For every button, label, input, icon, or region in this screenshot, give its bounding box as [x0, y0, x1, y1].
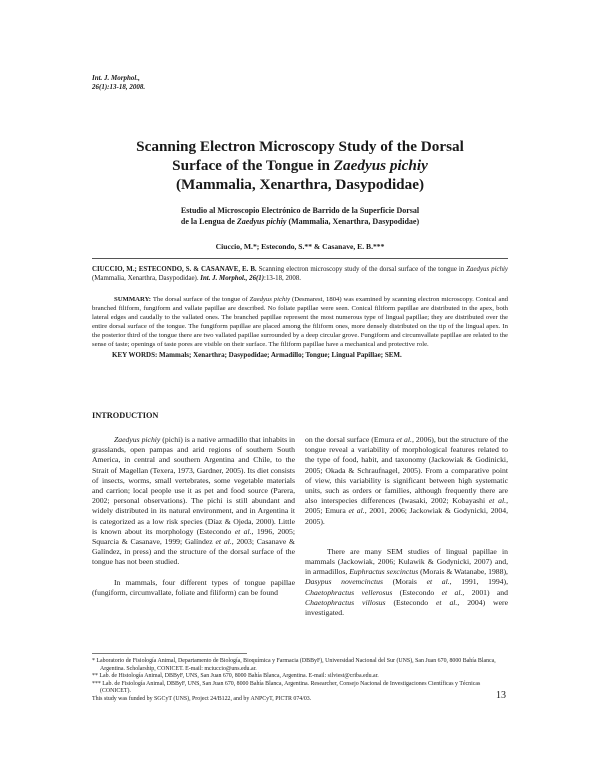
title-line-2 [80, 156, 520, 175]
title-line-1: Scanning Electron Microscopy Study of the Dorsal [136, 138, 464, 155]
citation-species: Zaedyus pichiy [466, 266, 508, 273]
page-number: 13 [496, 690, 506, 701]
left-column [92, 435, 295, 598]
header-divider [92, 258, 508, 259]
text: , 2003; Casanave & Galíndez, in press) and the structure of the dorsal surface of the tongue has not been studied. [92, 537, 296, 567]
footnote: *** Lab. de Fisiología Animal, DBByF, UNS, San Juan 670, 8000 Bahía Blanca, Argentina. Researcher, Consejo Nacional de Investigaciones Científicas y Técnicas (CONICET). [92, 680, 481, 695]
text: , 1996, 2005; Squarcia & Casanave, 1999; Galíndez [92, 526, 295, 547]
footnote: ** Lab. de Histología Animal, DBByF, UNS, San Juan 670, 8000 Bahía Blanca, Argentina. E-mail: silviest@criba.edu.ar. [92, 673, 379, 680]
citation-journal: Int. J. Morphol., 26(1) [200, 275, 265, 282]
paragraph [305, 435, 508, 527]
journal-volume: 26(1):13-18, 2008. [92, 83, 146, 91]
title-line-3: (Mammalia, Xenarthra, Dasypodidae) [175, 176, 425, 193]
journal-reference [92, 74, 145, 92]
paper-title [80, 137, 520, 194]
summary-text-2: (Desmarest, 1804) was examined by scanning electron microscopy. Conical and branched filiform, fungiform and vallate papillae are described. No foliate papillae were seen. Conical filiform papillae are distributed in the apex, both lateral edges and caudally to the vallated ones. The branched papillae represent the most numerous type of lingual papillae; they are distributed over the entire dorsal surface of the tongue. The fungiform papillae are placed among the filiform ones, more densely distributed on the tip of the lingual apex. In the posterior third of the tongue there are two vallated papillae surrounded by a deep circular grove. Fungiform and circumvallate papillae are related to the sense of taste; openings of taste pores are visible on their surface. The filiform papillae have a mechanical and protective role. [92, 296, 509, 348]
text: (Estecondo [385, 597, 436, 607]
summary-block [92, 296, 508, 349]
et-al: et al. [234, 526, 252, 536]
et-al: et al. [441, 587, 463, 597]
subtitle-text: de la Lengua de [180, 216, 237, 226]
paragraph [92, 435, 295, 568]
text: , 2006), but the structure of the tongue reveal a variability of morphological features related to the type of food, habit, and taxonomy (Jackowiak & Godinicki, 2005; Okada & Schraufnagel, 2005). From a comparative point of view, this variability is significant between high systematic units, such as orders or families, although frequently there are also interspecies differences (Iwasaki, 2002; Kobayashi [305, 435, 508, 506]
summary-species: Zaedyus pichiy [249, 296, 291, 303]
et-al: et al. [215, 537, 232, 547]
et-al: et al. [488, 496, 507, 506]
footnote: This study was funded by SGCyT (UNS), Project 24/B122, and by ANPCyT, PICTR 074/03. [92, 695, 312, 702]
text: on the dorsal surface (Emura [305, 435, 397, 444]
subtitle-line-1: Estudio al Microscopio Electrónico de Barrido de la Superficie Dorsal [180, 206, 420, 215]
text: , 1991, 1994), [449, 577, 508, 587]
et-al: et al. [396, 435, 412, 444]
species-name: Euphractus sexcinctus [349, 567, 419, 577]
et-al: et al. [435, 597, 458, 607]
title-text: Surface of the Tongue in [172, 157, 334, 174]
text: (pichi) is a native armadillo that inhabits in grasslands, open pampas and arid regions of southern South America, in central and southern Argentina and Chile, to the Strait of Magellan (Texera, 1973, Gardner, 2005). Its diet consists of insects, worms, small vertebrates, some vegetable materials and carrion; local people use it as pet and food source (Parera, 2002; personal observations). The pichi is still abundant and widely distributed in its natural environment, and in Argentina it is categorized as a low risk species (Díaz & Ojeda, 2000). Little is known about its morphology (Estecondo [92, 435, 296, 536]
species-name: Zaedyus pichiy [114, 435, 161, 444]
footnotes [92, 658, 508, 704]
authors-line: Ciuccio, M.*; Estecondo, S.** & Casanave, E. B.*** [215, 242, 385, 251]
species-name: Chaetophractus vellerosus [305, 587, 393, 597]
right-column [305, 435, 508, 618]
citation-pages: :13-18, 2008. [264, 275, 301, 282]
journal-name: Int. J. Morphol., [92, 74, 140, 82]
subtitle-text-post: (Mammalia, Xenarthra, Dasypodidae) [286, 216, 420, 226]
citation-authors: CIUCCIO, M.; ESTECONDO, S. & CASANAVE, E. B. [92, 266, 257, 273]
footnote-divider [92, 653, 247, 654]
text: (Morais & Watanabe, 1988), [418, 567, 508, 577]
subtitle-line-2 [100, 217, 500, 228]
spanish-title [100, 206, 500, 227]
section-heading-introduction: INTRODUCTION [92, 411, 159, 420]
summary-label: SUMMARY: [114, 296, 152, 303]
subtitle-species: Zaedyus pichiy [236, 216, 287, 226]
text: , 2005; Emura [305, 496, 509, 516]
species-name: Dasypus novemcinctus [305, 577, 383, 587]
paragraph [305, 547, 508, 618]
et-al: et al. [426, 577, 450, 587]
text: (Morais [382, 577, 427, 587]
text: , 2001) and [462, 587, 508, 597]
text: There are many SEM studies of lingual papillae in mammals (Jackowiak, 2006; Kulawik & Godynicki, 2007) and, in armadillos, [305, 546, 508, 577]
text: (Estecondo [392, 587, 442, 597]
citation-text-2: (Mammalia, Xenarthra, Dasypodidae). [92, 275, 201, 282]
species-name: Chaetophractus villosus [305, 597, 386, 607]
summary-text: The dorsal surface of the tongue of [151, 296, 250, 303]
text: , 2001, 2006; Jackowiak & Godynicki, 2004, 2005). [305, 506, 508, 526]
keywords: KEY WORDS: Mammals; Xenarthra; Dasypodidae; Armadillo; Tongue; Lingual Papillae; SEM. [112, 351, 402, 359]
title-species: Zaedyus pichiy [333, 157, 428, 174]
text: , 2004) were investigated. [305, 597, 508, 618]
citation-text: Scanning electron microscopy study of the dorsal surface of the tongue in [256, 266, 467, 273]
paragraph: In mammals, four different types of tongue papillae (fungiform, circumvallate, foliate and filiform) can be found [92, 577, 295, 597]
citation-block [92, 265, 508, 283]
footnote: * Laboratorio de Fisiología Animal, Departamento de Biología, Bioquímica y Farmacia (DBByF), Universidad Nacional del Sur (UNS), San Juan 670, 8000 Bahía Blanca, Argentina. Scholarship, CONICET. E-mail: mciuccio@uns.edu.ar. [92, 658, 496, 672]
et-al: et al. [348, 506, 365, 516]
